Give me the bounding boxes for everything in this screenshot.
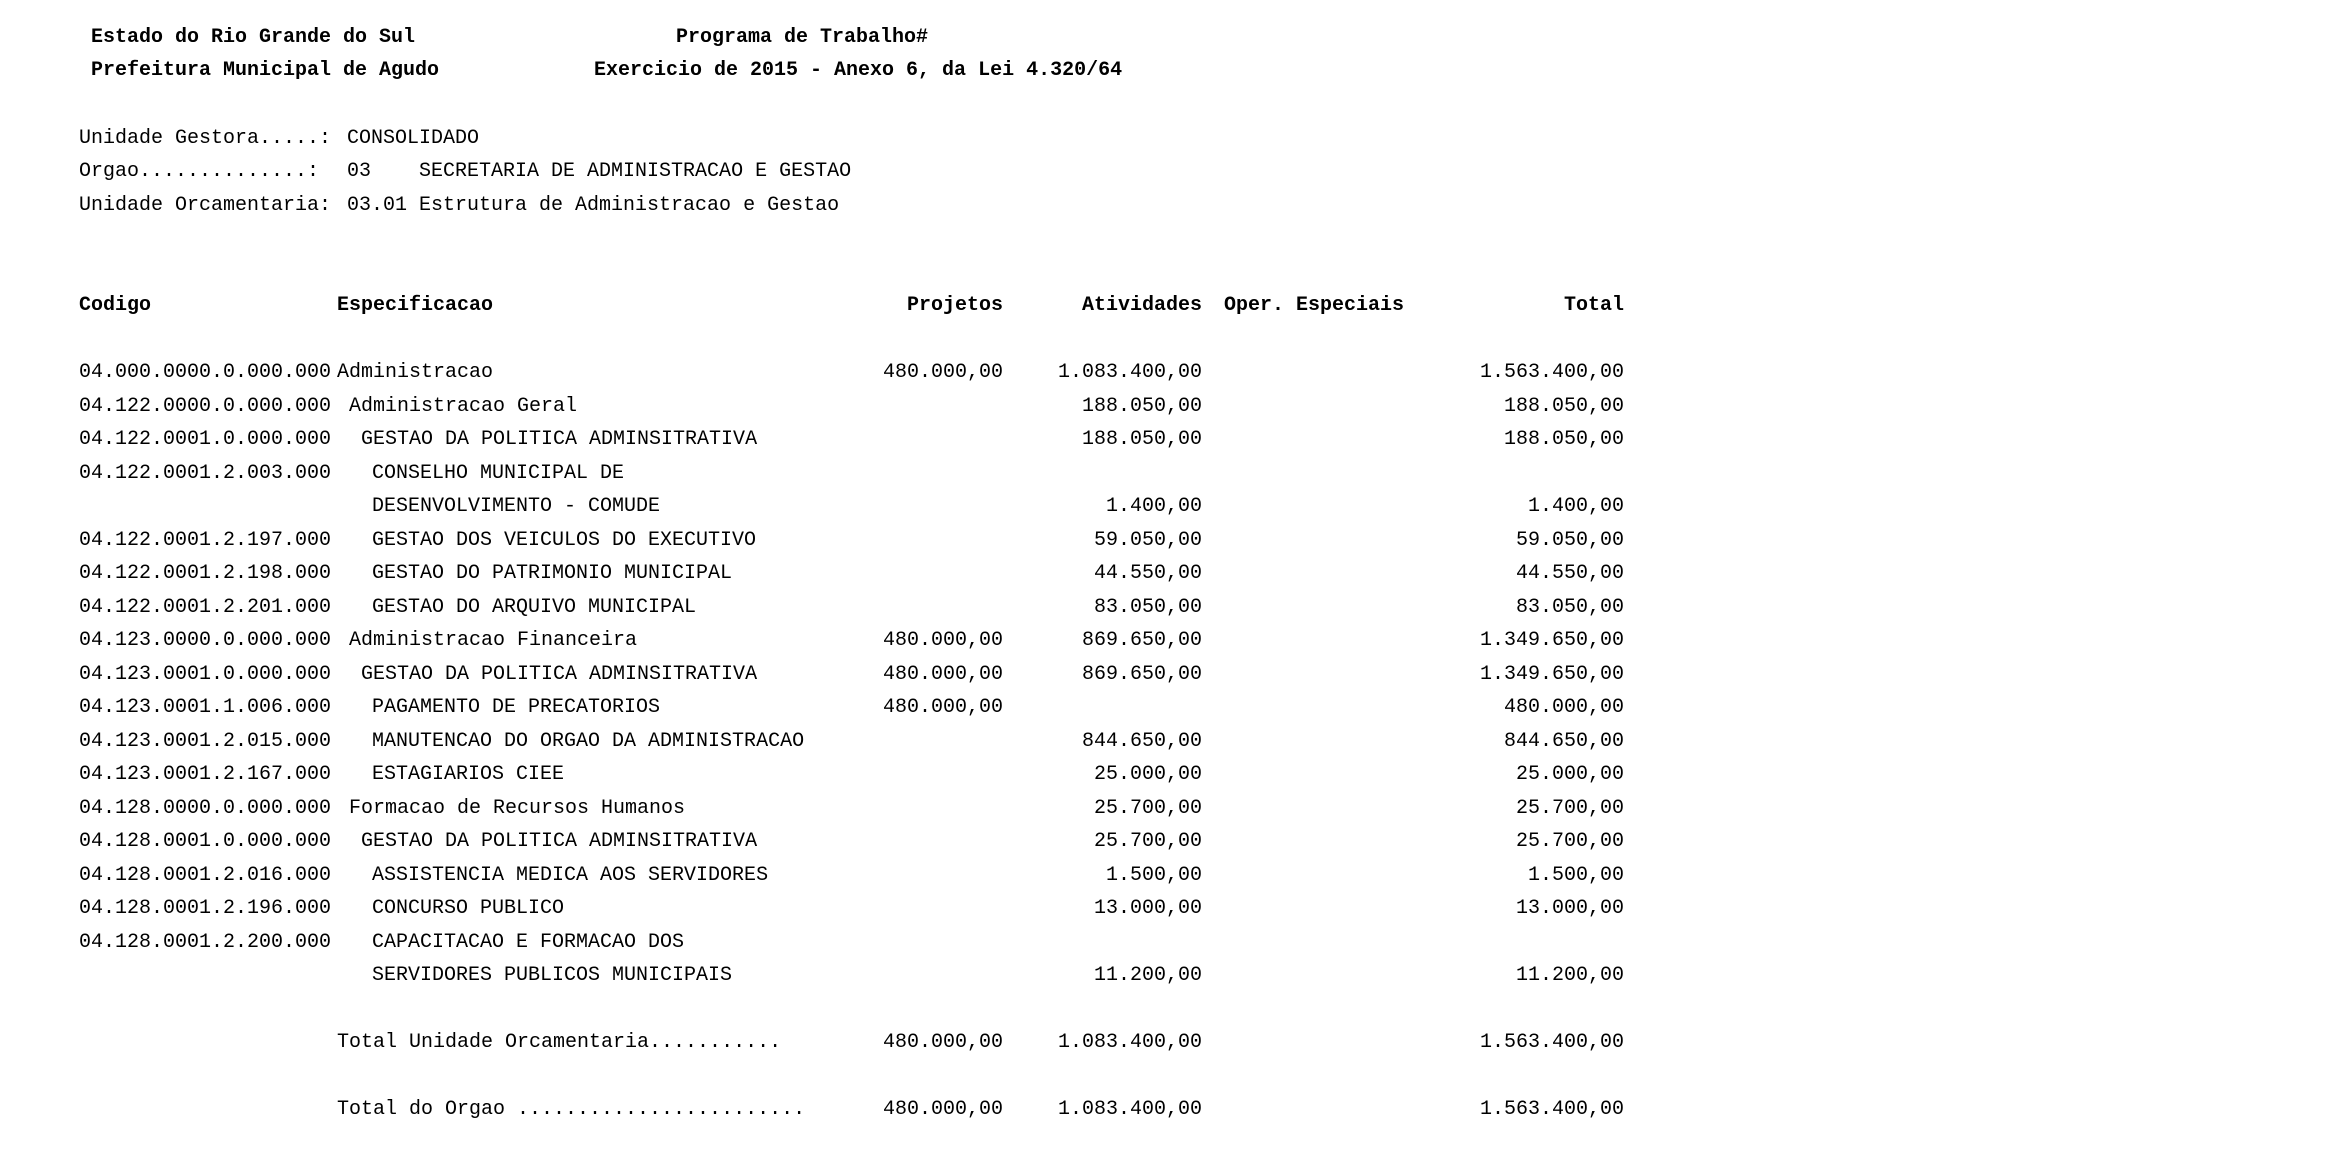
row-atividades: 83.050,00	[1093, 596, 1202, 619]
row-spec: DESENVOLVIMENTO - COMUDE	[372, 495, 661, 518]
row-atividades: 13.000,00	[1093, 897, 1202, 920]
total-atividades: 1.083.400,00	[1057, 1031, 1202, 1054]
row-spec: ASSISTENCIA MEDICA AOS SERVIDORES	[372, 864, 769, 887]
program-title: Programa de Trabalho#	[676, 26, 929, 49]
row-atividades: 1.083.400,00	[1057, 361, 1202, 384]
row-spec: Administracao Geral	[349, 395, 578, 418]
total-projetos: 480.000,00	[882, 1031, 1003, 1054]
row-total: 1.349.650,00	[1479, 663, 1624, 686]
row-total: 13.000,00	[1515, 897, 1624, 920]
unidade-gestora-label: Unidade Gestora.....:	[79, 127, 332, 150]
row-total: 188.050,00	[1503, 395, 1624, 418]
row-atividades: 1.400,00	[1105, 495, 1202, 518]
exercise-title: Exercicio de 2015 - Anexo 6, da Lei 4.320/64	[594, 59, 1123, 82]
row-code: 04.128.0000.0.000.000	[79, 797, 332, 820]
row-spec: CONSELHO MUNICIPAL DE	[372, 462, 625, 485]
row-spec: ESTAGIARIOS CIEE	[372, 763, 565, 786]
row-spec: CONCURSO PUBLICO	[372, 897, 565, 920]
row-code: 04.128.0001.2.200.000	[79, 931, 332, 954]
row-total: 59.050,00	[1515, 529, 1624, 552]
row-total: 83.050,00	[1515, 596, 1624, 619]
row-spec: GESTAO DOS VEICULOS DO EXECUTIVO	[372, 529, 757, 552]
total-total: 1.563.400,00	[1479, 1098, 1624, 1121]
row-spec: GESTAO DA POLITICA ADMINSITRATIVA	[361, 830, 758, 853]
header-atividades: Atividades	[1081, 294, 1202, 317]
row-total: 25.700,00	[1515, 797, 1624, 820]
row-atividades: 59.050,00	[1093, 529, 1202, 552]
row-code: 04.122.0001.2.201.000	[79, 596, 332, 619]
unidade-orcamentaria-value: 03.01 Estrutura de Administracao e Gestao	[347, 194, 840, 217]
row-spec: GESTAO DO PATRIMONIO MUNICIPAL	[372, 562, 733, 585]
row-total: 44.550,00	[1515, 562, 1624, 585]
row-code: 04.123.0001.2.167.000	[79, 763, 332, 786]
total-label: Total do Orgao ........................	[337, 1098, 806, 1121]
row-total: 1.500,00	[1527, 864, 1624, 887]
row-atividades: 869.650,00	[1081, 629, 1202, 652]
header-codigo: Codigo	[79, 294, 152, 317]
row-projetos: 480.000,00	[882, 361, 1003, 384]
row-atividades: 188.050,00	[1081, 395, 1202, 418]
unidade-gestora-value: CONSOLIDADO	[347, 127, 480, 150]
row-spec: Administracao Financeira	[349, 629, 638, 652]
row-atividades: 25.700,00	[1093, 797, 1202, 820]
row-code: 04.122.0001.2.198.000	[79, 562, 332, 585]
row-atividades: 844.650,00	[1081, 730, 1202, 753]
row-code: 04.122.0001.2.003.000	[79, 462, 332, 485]
row-projetos: 480.000,00	[882, 663, 1003, 686]
row-code: 04.123.0001.2.015.000	[79, 730, 332, 753]
row-projetos: 480.000,00	[882, 696, 1003, 719]
row-spec: GESTAO DA POLITICA ADMINSITRATIVA	[361, 663, 758, 686]
header-oper-especiais: Oper. Especiais	[1224, 294, 1405, 317]
municipality-name: Prefeitura Municipal de Agudo	[91, 59, 440, 82]
row-spec: CAPACITACAO E FORMACAO DOS	[372, 931, 685, 954]
header-total: Total	[1563, 294, 1624, 317]
row-code: 04.122.0000.0.000.000	[79, 395, 332, 418]
row-total: 480.000,00	[1503, 696, 1624, 719]
orgao-value: 03 SECRETARIA DE ADMINISTRACAO E GESTAO	[347, 160, 852, 183]
row-spec: GESTAO DO ARQUIVO MUNICIPAL	[372, 596, 697, 619]
row-spec: Formacao de Recursos Humanos	[349, 797, 686, 820]
row-total: 25.700,00	[1515, 830, 1624, 853]
row-code: 04.122.0001.0.000.000	[79, 428, 332, 451]
header-projetos: Projetos	[906, 294, 1003, 317]
row-code: 04.128.0001.0.000.000	[79, 830, 332, 853]
row-total: 844.650,00	[1503, 730, 1624, 753]
row-code: 04.122.0001.2.197.000	[79, 529, 332, 552]
row-spec: PAGAMENTO DE PRECATORIOS	[372, 696, 661, 719]
row-atividades: 44.550,00	[1093, 562, 1202, 585]
row-spec: Administracao	[337, 361, 494, 384]
row-atividades: 1.500,00	[1105, 864, 1202, 887]
row-code: 04.000.0000.0.000.000	[79, 361, 332, 384]
row-projetos: 480.000,00	[882, 629, 1003, 652]
row-spec: SERVIDORES PUBLICOS MUNICIPAIS	[372, 964, 733, 987]
row-total: 25.000,00	[1515, 763, 1624, 786]
total-projetos: 480.000,00	[882, 1098, 1003, 1121]
orgao-label: Orgao..............:	[79, 160, 320, 183]
row-code: 04.123.0001.1.006.000	[79, 696, 332, 719]
row-total: 1.349.650,00	[1479, 629, 1624, 652]
total-total: 1.563.400,00	[1479, 1031, 1624, 1054]
row-total: 1.400,00	[1527, 495, 1624, 518]
row-spec: MANUTENCAO DO ORGAO DA ADMINISTRACAO	[372, 730, 805, 753]
row-atividades: 25.700,00	[1093, 830, 1202, 853]
header-especificacao: Especificacao	[337, 294, 494, 317]
state-name: Estado do Rio Grande do Sul	[91, 26, 416, 49]
row-code: 04.123.0000.0.000.000	[79, 629, 332, 652]
row-atividades: 25.000,00	[1093, 763, 1202, 786]
row-code: 04.128.0001.2.196.000	[79, 897, 332, 920]
row-atividades: 869.650,00	[1081, 663, 1202, 686]
total-label: Total Unidade Orcamentaria...........	[337, 1031, 782, 1054]
row-code: 04.123.0001.0.000.000	[79, 663, 332, 686]
row-code: 04.128.0001.2.016.000	[79, 864, 332, 887]
unidade-orcamentaria-label: Unidade Orcamentaria:	[79, 194, 332, 217]
row-atividades: 11.200,00	[1093, 964, 1202, 987]
total-atividades: 1.083.400,00	[1057, 1098, 1202, 1121]
row-total: 1.563.400,00	[1479, 361, 1624, 384]
row-total: 11.200,00	[1515, 964, 1624, 987]
row-spec: GESTAO DA POLITICA ADMINSITRATIVA	[361, 428, 758, 451]
row-total: 188.050,00	[1503, 428, 1624, 451]
row-atividades: 188.050,00	[1081, 428, 1202, 451]
